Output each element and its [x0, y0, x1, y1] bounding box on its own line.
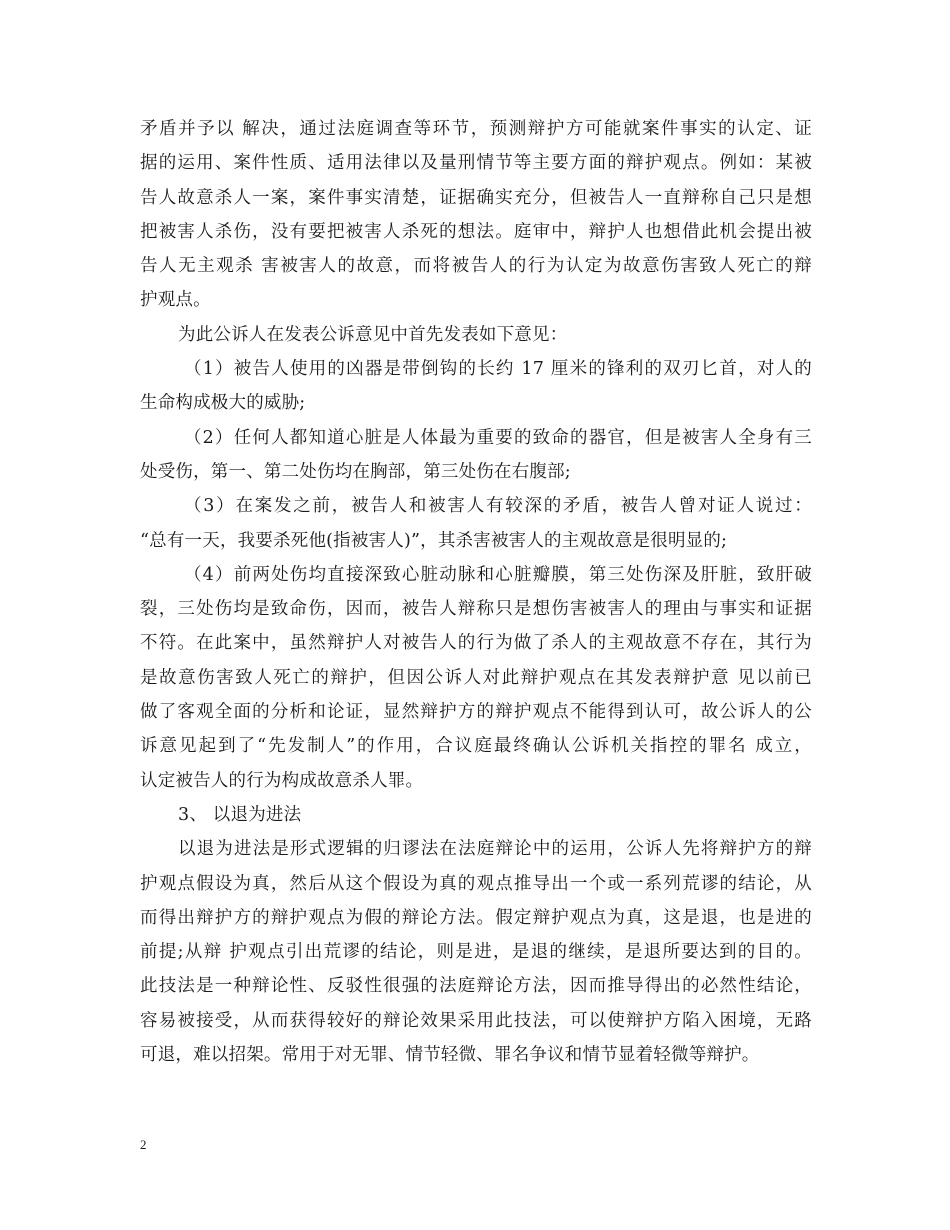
- text-line: 为此公诉人在发表公诉意见中首先发表如下意见：: [178, 324, 568, 345]
- text-line: 诉意见起到了“先发制人”的作用，合议庭最终确认公诉机关指控的罪名 成立，: [140, 736, 812, 757]
- text-line: 据的运用、案件性质、适用法律以及量刑情节等主要方面的辩护观点。例如：某被: [140, 153, 812, 174]
- text-line: 做了客观全面的分析和论证，显然辩护方的辩护观点不能得到认可，故公诉人的公: [140, 702, 812, 723]
- text-line: “总有一天，我要杀死他(指被害人)”，其杀害被害人的主观故意是很明显的;: [140, 530, 728, 551]
- text-line: 护观点。: [140, 290, 211, 311]
- text-line: 容易被接受，从而获得较好的辩论效果采用此技法，可以使辩护方陷入困境，无路: [140, 1010, 812, 1031]
- text-line: 护观点假设为真，然后从这个假设为真的观点推导出一个或一系列荒谬的结论，从: [140, 873, 812, 894]
- text-line: 告人无主观杀 害被害人的故意，而将被告人的行为认定为故意伤害致人死亡的辩: [140, 256, 812, 277]
- text-line: 而得出辩护方的辩护观点为假的辩论方法。假定辩护观点为真，这是退，也是进的: [140, 907, 812, 928]
- section-heading: 3、 以退为进法: [178, 804, 302, 825]
- text-line: 处受伤，第一、第二处伤均在胸部，第三处伤在右腹部;: [140, 461, 571, 482]
- text-line: 裂，三处伤均是致命伤，因而，被告人辩称只是想伤害被害人的理由与事实和证据: [140, 599, 812, 620]
- list-item-4: （4）前两处伤均直接深致心脏动脉和心脏瓣膜，第三处伤深及肝脏，致肝破: [184, 564, 812, 585]
- list-item-1: （1）被告人使用的凶器是带倒钩的长约 17 厘米的锋利的双刃匕首，对人的: [184, 359, 812, 380]
- document-body: [140, 112, 812, 1072]
- text-line: 告人故意杀人一案，案件事实清楚，证据确实充分，但被告人一直辩称自己只是想: [140, 187, 812, 208]
- text-line: 前提;从辩 护观点引出荒谬的结论，则是进，是退的继续，是退所要达到的目的。: [140, 942, 812, 963]
- text-line: 是故意伤害致人死亡的辩护，但因公诉人对此辩护观点在其发表辩护意 见以前已: [140, 667, 812, 688]
- page-number: 2: [140, 1137, 147, 1152]
- list-item-2: （2）任何人都知道心脏是人体最为重要的致命的器官，但是被害人全身有三: [184, 427, 812, 448]
- text-line: 认定被告人的行为构成故意杀人罪。: [140, 770, 424, 791]
- text-line: 此技法是一种辩论性、反驳性很强的法庭辩论方法，因而推导得出的必然性结论，: [140, 976, 812, 997]
- text-line: 以退为进法是形式逻辑的归谬法在法庭辩论中的运用，公诉人先将辩护方的辩: [178, 839, 812, 860]
- text-line: 不符。在此案中，虽然辩护人对被告人的行为做了杀人的主观故意不存在，其行为: [140, 633, 812, 654]
- text-line: 生命构成极大的威胁;: [140, 393, 306, 414]
- text-line: 可退，难以招架。常用于对无罪、情节轻微、罪名争议和情节显着轻微等辩护。: [140, 1045, 760, 1066]
- text-line: 把被害人杀伤，没有要把被害人杀死的想法。庭审中，辩护人也想借此机会提出被: [140, 221, 812, 242]
- list-item-3: （3）在案发之前，被告人和被害人有较深的矛盾，被告人曾对证人说过：: [184, 496, 812, 517]
- text-line: 矛盾并予以 解决，通过法庭调查等环节，预测辩护方可能就案件事实的认定、证: [140, 119, 812, 139]
